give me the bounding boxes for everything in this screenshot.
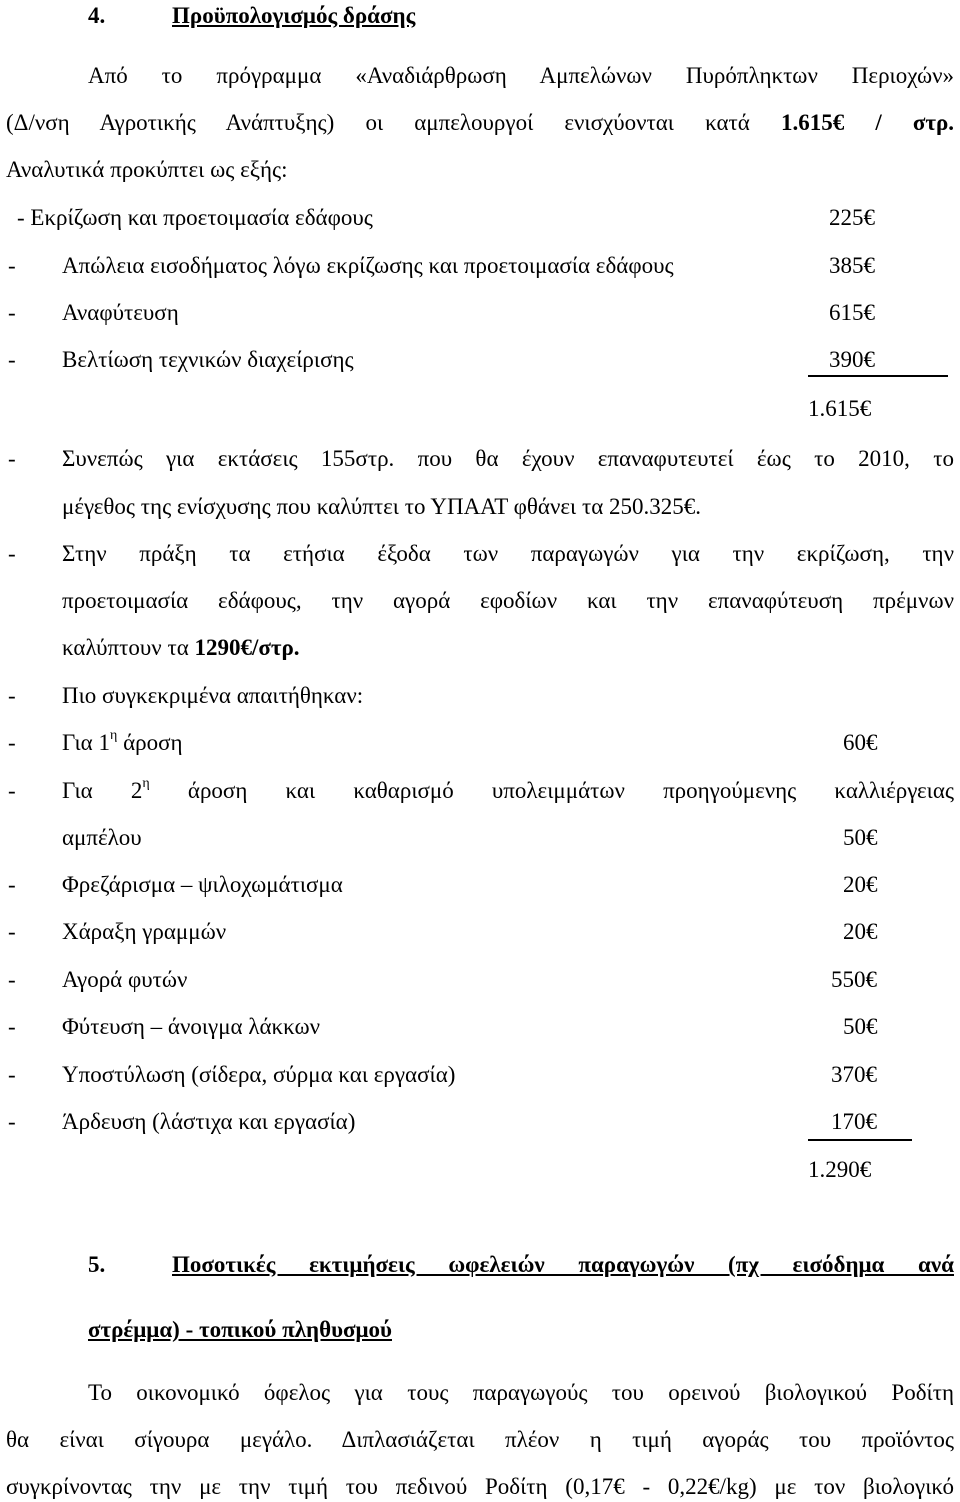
- list-dash: -: [8, 730, 16, 755]
- list-dash: -: [8, 778, 16, 803]
- cost-item-value: 50€: [843, 825, 878, 850]
- cost-item-label: Υποστύλωση (σίδερα, σύρμα και εργασία): [62, 1062, 456, 1087]
- total-1: 1.615€: [808, 396, 872, 421]
- para-a-line-1: Συνεπώς για εκτάσεις 155στρ. που θα έχουν επαναφυτευτεί έως το 2010, το: [62, 446, 954, 471]
- cost-item-value: 20€: [843, 919, 878, 944]
- cost-item-label: Απώλεια εισοδήματος λόγω εκρίζωσης και προετοιμασία εδάφους: [62, 253, 674, 278]
- sum-rule: [808, 375, 948, 377]
- cost-item-label: Φύτευση – άνοιγμα λάκκων: [62, 1014, 321, 1039]
- para-b-line-1: Στην πράξη τα ετήσια έξοδα των παραγωγών για την εκρίζωση, την: [62, 541, 954, 566]
- section-5-title-line-1: Ποσοτικές εκτιμήσεις ωφελειών παραγωγών (πχ εισόδημα ανά: [172, 1252, 954, 1277]
- list-dash: -: [8, 1062, 16, 1087]
- list-dash: -: [8, 541, 16, 566]
- cost-item-value: 550€: [831, 967, 877, 992]
- intro-line-2-amount: 1.615€ / στρ.: [780, 110, 955, 135]
- section-5-number: 5.: [88, 1252, 106, 1277]
- cost-item-label: Άρδευση (λάστιχα και εργασία): [62, 1109, 356, 1134]
- cost-item-label: - Εκρίζωση και προετοιμασία εδάφους: [17, 205, 373, 230]
- cost-item-label: Για $1^\eta$ άροση: [62, 728, 183, 755]
- section-5-body-line-3: συγκρίνοντας την με την τιμή του πεδινού Ροδίτη (0,17€ - 0,22€/kg) με τον βιολογικό: [6, 1474, 954, 1499]
- section-5-body-line-2: θα είναι σίγουρα μεγάλο. Διπλασιάζεται πλέον η τιμή αγοράς του προϊόντος: [6, 1427, 954, 1452]
- list-dash: -: [8, 1109, 16, 1134]
- cost-item-value: 60€: [843, 730, 878, 755]
- cost-item-label-cont: αμπέλου: [62, 825, 142, 850]
- list-dash: -: [8, 300, 16, 325]
- cost-item-value: 20€: [843, 872, 878, 897]
- section-5-title-line-2: στρέμμα) - τοπικού πληθυσμού: [88, 1317, 392, 1342]
- cost-item-label: Για $2^\eta$ άροση και καθαρισμό υπολειμμάτων προηγούμενης καλλιέργειας: [62, 776, 954, 803]
- para-a-line-2: μέγεθος της ενίσχυσης που καλύπτει το ΥΠΑΑΤ φθάνει τα 250.325€.: [62, 494, 702, 519]
- cost-item-label: Αναφύτευση: [62, 300, 179, 325]
- cost-item-label: Φρεζάρισμα – ψιλοχωμάτισμα: [62, 872, 343, 897]
- cost-item-value: 615€: [829, 300, 875, 325]
- para-b-line-3: [62, 634, 300, 662]
- list-dash: -: [8, 1014, 16, 1039]
- sum-rule: [808, 1139, 912, 1141]
- cost-item-value: 385€: [829, 253, 875, 278]
- section-5-body-line-1: Το οικονομικό όφελος για τους παραγωγούς του ορεινού βιολογικού Ροδίτη: [88, 1380, 954, 1405]
- para-c: Πιο συγκεκριμένα απαιτήθηκαν:: [62, 683, 364, 708]
- intro-line-2-text: (Δ/νση Αγροτικής Ανάπτυξης) οι αμπελουργοί ενισχύονται κατά: [6, 110, 750, 135]
- intro-line-2: [6, 109, 954, 137]
- cost-item-label: Βελτίωση τεχνικών διαχείρισης: [62, 347, 354, 372]
- cost-item-value: 390€: [829, 347, 875, 372]
- cost-item-value: 225€: [829, 205, 875, 230]
- list-dash: -: [8, 446, 16, 471]
- cost-item-label: Χάραξη γραμμών: [62, 919, 227, 944]
- list-dash: -: [8, 683, 16, 708]
- section-4-title: Προϋπολογισμός δράσης: [172, 3, 416, 28]
- total-2: 1.290€: [808, 1157, 872, 1182]
- list-dash: -: [8, 347, 16, 372]
- section-4-number: 4.: [88, 3, 106, 28]
- para-b-line-3-amount: 1290€/στρ.: [194, 635, 300, 660]
- list-dash: -: [8, 919, 16, 944]
- para-b-line-2: προετοιμασία εδάφους, την αγορά εφοδίων και την επαναφύτευση πρέμνων: [62, 588, 954, 613]
- list-dash: -: [8, 872, 16, 897]
- intro-line-3: Αναλυτικά προκύπτει ως εξής:: [6, 157, 288, 182]
- cost-item-label: Αγορά φυτών: [62, 967, 188, 992]
- cost-item-value: 370€: [831, 1062, 877, 1087]
- list-dash: -: [8, 967, 16, 992]
- para-b-line-3-text: καλύπτουν τα: [62, 635, 189, 660]
- cost-item-value: 170€: [831, 1109, 877, 1134]
- cost-item-value: 50€: [843, 1014, 878, 1039]
- intro-line-1: Από το πρόγραμμα «Αναδιάρθρωση Αμπελώνων Πυρόπληκτων Περιοχών»: [88, 63, 954, 88]
